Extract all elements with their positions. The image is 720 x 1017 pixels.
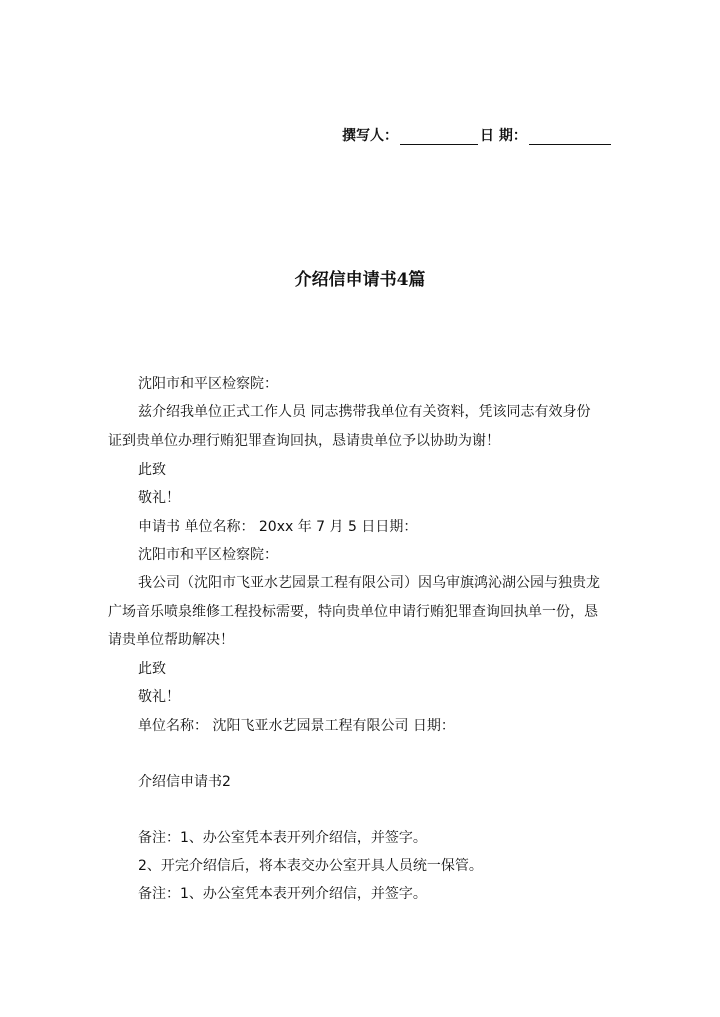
paragraph-line: 沈阳市和平区检察院： [138, 547, 278, 563]
date-blank [529, 130, 611, 145]
document-title: 介绍信申请书4篇 [294, 270, 426, 290]
paragraph-line: 敬礼！ [138, 490, 180, 506]
paragraph-line: 证到贵单位办理行贿犯罪查询回执，恳请贵单位予以协助为谢！ [108, 433, 500, 449]
paragraph-line: 申请书 单位名称： 20xx 年 7 月 5 日日期： [138, 519, 418, 535]
paragraph-line: 请贵单位帮助解决！ [108, 632, 234, 648]
paragraph-line: 单位名称： 沈阳飞亚水艺园景工程有限公司 日期： [138, 718, 455, 734]
paragraph-line: 广场音乐喷泉维修工程投标需要，特向贵单位申请行贿犯罪查询回执单一份，恳 [108, 604, 598, 620]
date-label: 日 期： [480, 128, 527, 144]
paragraph-line: 兹介绍我单位正式工作人员 同志携带我单位有关资料，凭该同志有效身份 [138, 404, 591, 420]
paragraph-line: 此致 [138, 661, 166, 677]
note-line: 2、开完介绍信后，将本表交办公室开具人员统一保管。 [138, 858, 483, 874]
section-heading: 介绍信申请书2 [138, 774, 231, 790]
paragraph-line: 敬礼！ [138, 689, 180, 705]
note-line: 备注：1、办公室凭本表开列介绍信，并签字。 [138, 886, 427, 902]
signature-header [342, 125, 613, 145]
note-line: 备注：1、办公室凭本表开列介绍信，并签字。 [138, 830, 427, 846]
paragraph-line: 此致 [138, 462, 166, 478]
author-label: 撰写人： [342, 128, 398, 144]
author-blank [400, 130, 478, 145]
paragraph-line: 沈阳市和平区检察院： [138, 376, 278, 392]
paragraph-line: 我公司（沈阳市飞亚水艺园景工程有限公司）因乌审旗鸿沁湖公园与独贵龙 [138, 575, 600, 591]
